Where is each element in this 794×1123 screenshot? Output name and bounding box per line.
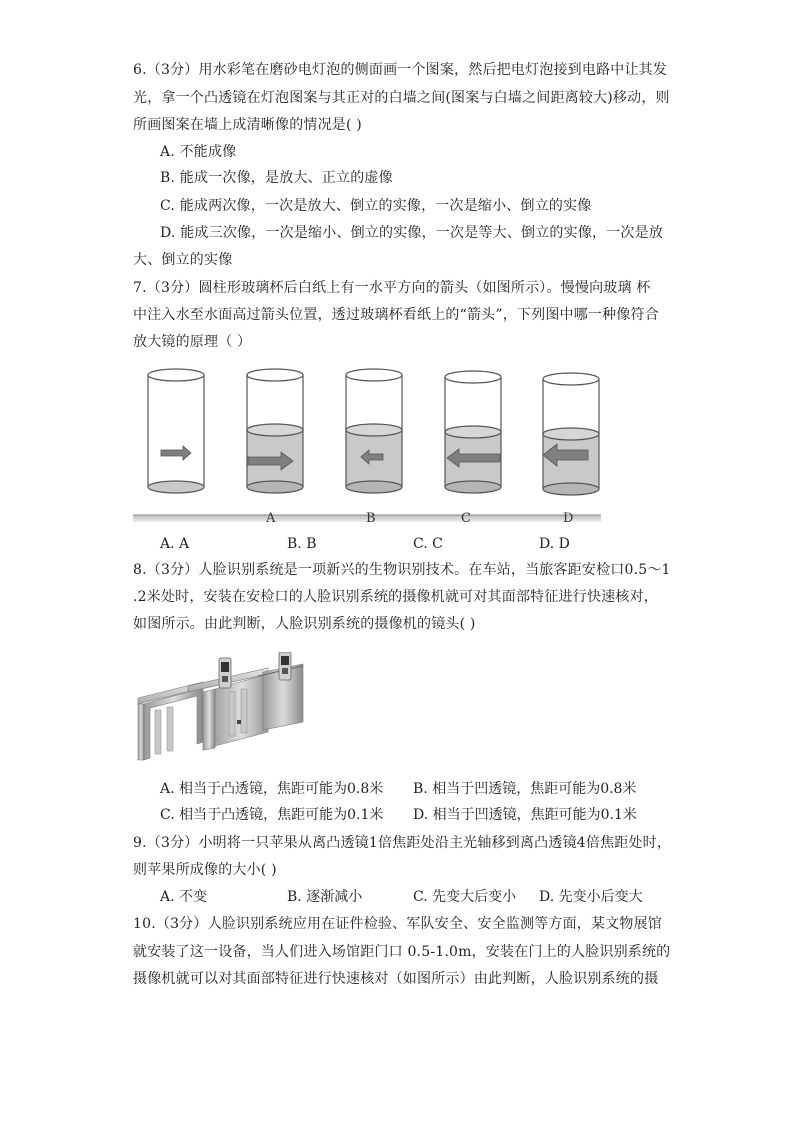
q10-line3: 摄像机就可以对其面部特征进行快速核对（如图所示）由此判断，人脸识别系统的摄	[133, 971, 659, 987]
q6-line3: 所画图案在墙上成清晰像的情况是( )	[133, 117, 362, 133]
q9-line2: 则苹果所成像的大小( )	[133, 862, 277, 878]
glass-cup-a	[247, 369, 303, 493]
q6-option-b[interactable]: B. 能成一次像，是放大、正立的虚像	[160, 170, 393, 186]
camera-icon	[279, 652, 291, 680]
q10-line2: 就安装了这一设备，当人们进入场馆距门口 0.5-1.0m，安装在门上的人脸识别系统的	[133, 944, 671, 960]
glass-cups-figure	[133, 364, 601, 528]
q8-option-b[interactable]: B. 相当于凹透镜，焦距可能为0.8米	[413, 781, 637, 797]
q6-option-d[interactable]: D. 能成三次像，一次是缩小、倒立的实像，一次是等大、倒立的实像，一次是放	[160, 225, 664, 241]
q7-line3: 放大镜的原理（ ）	[133, 334, 252, 350]
face-recognition-gate-figure	[133, 652, 308, 767]
figure-label-d: D	[563, 511, 574, 526]
camera-icon	[219, 658, 231, 688]
q6-line2: 光，拿一个凸透镜在灯泡图案与其正对的白墙之间(图案与白墙之间距离较大)移动，则	[133, 90, 670, 106]
q9-option-a[interactable]: A. 不变	[160, 889, 208, 905]
gate-svg	[133, 652, 308, 767]
q6-option-d-cont: 大、倒立的实像	[133, 252, 233, 268]
glass-cup-original	[148, 369, 204, 493]
q9-line1: 9.（3分）小明将一只苹果从离凸透镜1倍焦距处沿主光轴移到离凸透镜4倍焦距处时，	[133, 835, 672, 851]
q9-option-b[interactable]: B. 逐渐减小	[287, 889, 363, 905]
figure-label-b: B	[366, 511, 376, 526]
q8-option-d[interactable]: D. 相当于凹透镜，焦距可能为0.1米	[413, 807, 637, 823]
arrow-right-small-icon	[161, 446, 191, 460]
q9-option-c[interactable]: C. 先变大后变小	[413, 889, 517, 905]
glass-cup-b	[346, 369, 402, 493]
q6-line1: 6.（3分）用水彩笔在磨砂电灯泡的侧面画一个图案，然后把电灯泡接到电路中让其发	[133, 62, 668, 78]
q8-line2: .2米处时，安装在安检口的人脸识别系统的摄像机就可对其面部特征进行快速核对，	[133, 589, 658, 605]
glass-cup-d	[543, 373, 599, 495]
q7-line1: 7.（3分）圆柱形玻璃杯后白纸上有一水平方向的箭头（如图所示）。慢慢向玻璃 杯	[133, 280, 651, 296]
q7-option-b[interactable]: B. B	[287, 536, 317, 552]
q10-line1: 10.（3分）人脸识别系统应用在证件检验、军队安全、安全监测等方面，某文物展馆	[133, 916, 662, 932]
figure-label-c: C	[461, 511, 471, 526]
q7-option-c[interactable]: C. C	[413, 536, 443, 552]
q7-option-a[interactable]: A. A	[160, 536, 190, 552]
figure-label-a: A	[266, 511, 276, 526]
q8-option-a[interactable]: A. 相当于凸透镜，焦距可能为0.8米	[160, 781, 384, 797]
q7-line2: 中注入水至水面高过箭头位置，透过玻璃杯看纸上的“箭头”，下列图中哪一种像符合	[133, 307, 659, 323]
q6-option-c[interactable]: C. 能成两次像，一次是放大、倒立的实像，一次是缩小、倒立的实像	[160, 198, 592, 214]
q7-option-d[interactable]: D. D	[539, 536, 570, 552]
q8-line3: 如图所示。由此判断，人脸识别系统的摄像机的镜头( )	[133, 616, 476, 632]
q6-option-a[interactable]: A. 不能成像	[160, 144, 237, 160]
glass-cup-c	[445, 371, 501, 493]
q9-option-d[interactable]: D. 先变小后变大	[539, 889, 643, 905]
glass-cups-svg	[133, 364, 601, 528]
q8-option-c[interactable]: C. 相当于凸透镜，焦距可能为0.1米	[160, 807, 384, 823]
q8-line1: 8.（3分）人脸识别系统是一项新兴的生物识别技术。在车站，当旅客距安检口0.5～1	[133, 562, 671, 578]
